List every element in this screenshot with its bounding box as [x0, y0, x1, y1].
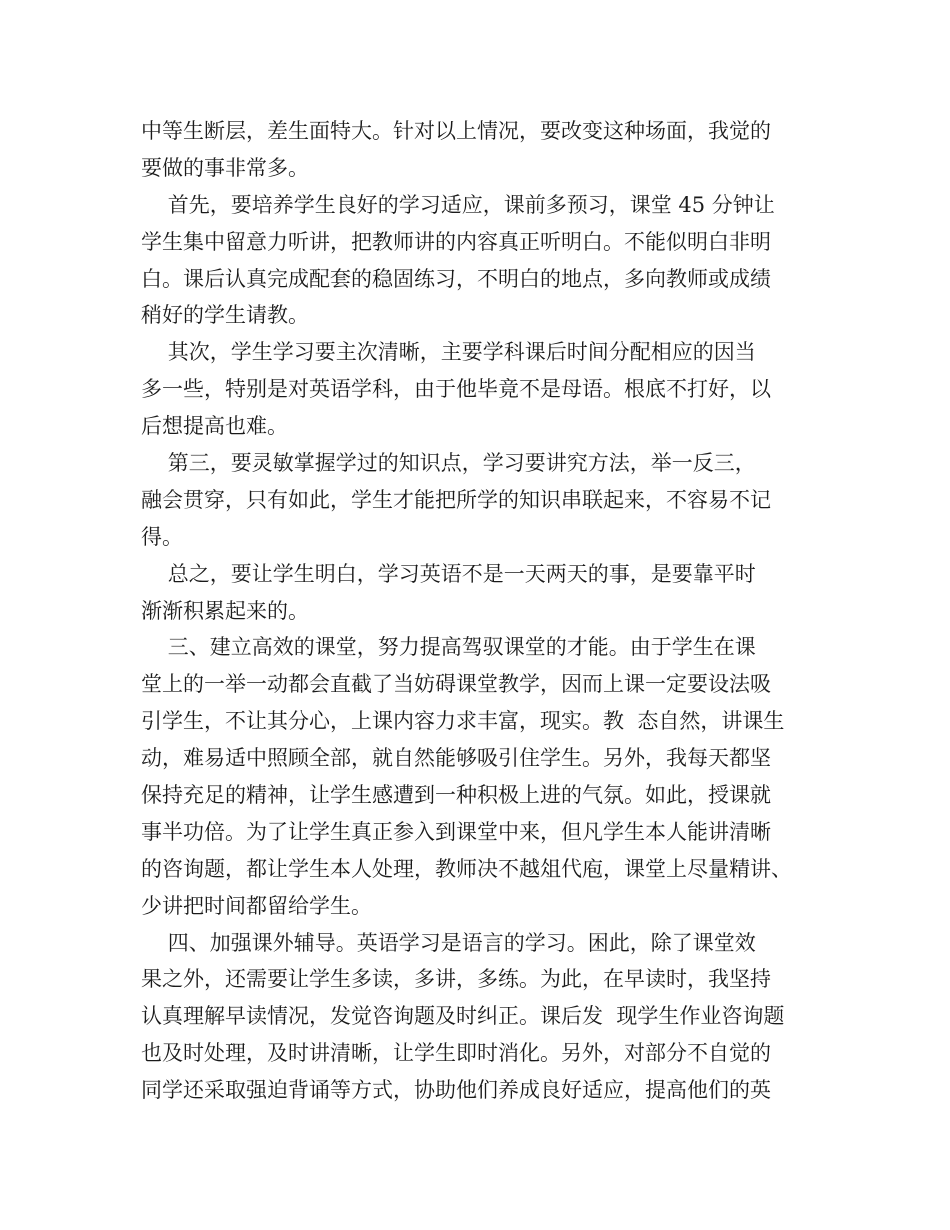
- text-line: 学生集中留意力听讲，把教师讲的内容真正听明白。不能似明白非明: [141, 229, 771, 254]
- text-line: 少讲把时间都留给学生。: [141, 893, 372, 918]
- document-body: [141, 113, 831, 1109]
- text-line: 事半功倍。为了让学生真正参入到课堂中来，但凡学生本人能讲清晰: [141, 819, 771, 844]
- text-line: 也及时处理，及时讲清晰，让学生即时消化。另外，对部分不自觉的: [141, 1041, 771, 1066]
- text-line: 同学还采取强迫背诵等方式，协助他们养成良好适应，提高他们的英: [141, 1078, 771, 1103]
- text-line: 认真理解早读情况，发觉咨询题及时纠正。课后发 现学生作业咨询题: [141, 1004, 785, 1029]
- text-line: 其次，学生学习要主次清晰，主要学科课后时间分配相应的因当: [141, 340, 756, 365]
- text-line: 四、加强课外辅导。英语学习是语言的学习。困此，除了课堂效: [141, 930, 756, 955]
- text-line: 后想提高也难。: [141, 414, 288, 439]
- text-line: 动，难易适中照顾全部，就自然能够吸引住学生。另外，我每天都坚: [141, 746, 771, 771]
- text-line: 堂上的一举一动都会直截了当妨碍课堂教学，因而上课一定要设法吸: [141, 672, 771, 697]
- text-line: 融会贯穿，只有如此，学生才能把所学的知识串联起来，不容易不记: [141, 487, 771, 512]
- text-line: 首先，要培养学生良好的学习适应，课前多预习，课堂 45 分钟让: [141, 192, 775, 217]
- text-line: 稍好的学生请教。: [141, 303, 309, 328]
- text-line: 保持充足的精神，让学生感遭到一种积极上进的气氛。如此，授课就: [141, 783, 771, 808]
- text-line: 果之外，还需要让学生多读，多讲，多练。为此，在早读时，我坚持: [141, 967, 771, 992]
- text-line: 总之，要让学生明白，学习英语不是一天两天的事，是要靠平时: [141, 561, 756, 586]
- text-line: 第三，要灵敏掌握学过的知识点，学习要讲究方法，举一反三，: [141, 451, 756, 476]
- text-line: 渐渐积累起来的。: [141, 598, 309, 623]
- text-line: 三、建立高效的课堂，努力提高驾驭课堂的才能。由于学生在课: [141, 635, 756, 660]
- text-line: 得。: [141, 524, 183, 549]
- text-line: 要做的事非常多。: [141, 155, 309, 180]
- text-line: 引学生，不让其分心，上课内容力求丰富，现实。教 态自然，讲课生: [141, 709, 785, 734]
- text-line: 白。课后认真完成配套的稳固练习，不明白的地点，多向教师或成绩: [141, 266, 771, 291]
- text-line: 中等生断层，差生面特大。针对以上情况，要改变这种场面，我觉的: [141, 119, 771, 143]
- text-line: 多一些，特别是对英语学科，由于他毕竟不是母语。根底不打好，以: [141, 377, 771, 402]
- text-line: 的咨询题，都让学生本人处理，教师决不越俎代庖，课堂上尽量精讲、: [141, 856, 792, 881]
